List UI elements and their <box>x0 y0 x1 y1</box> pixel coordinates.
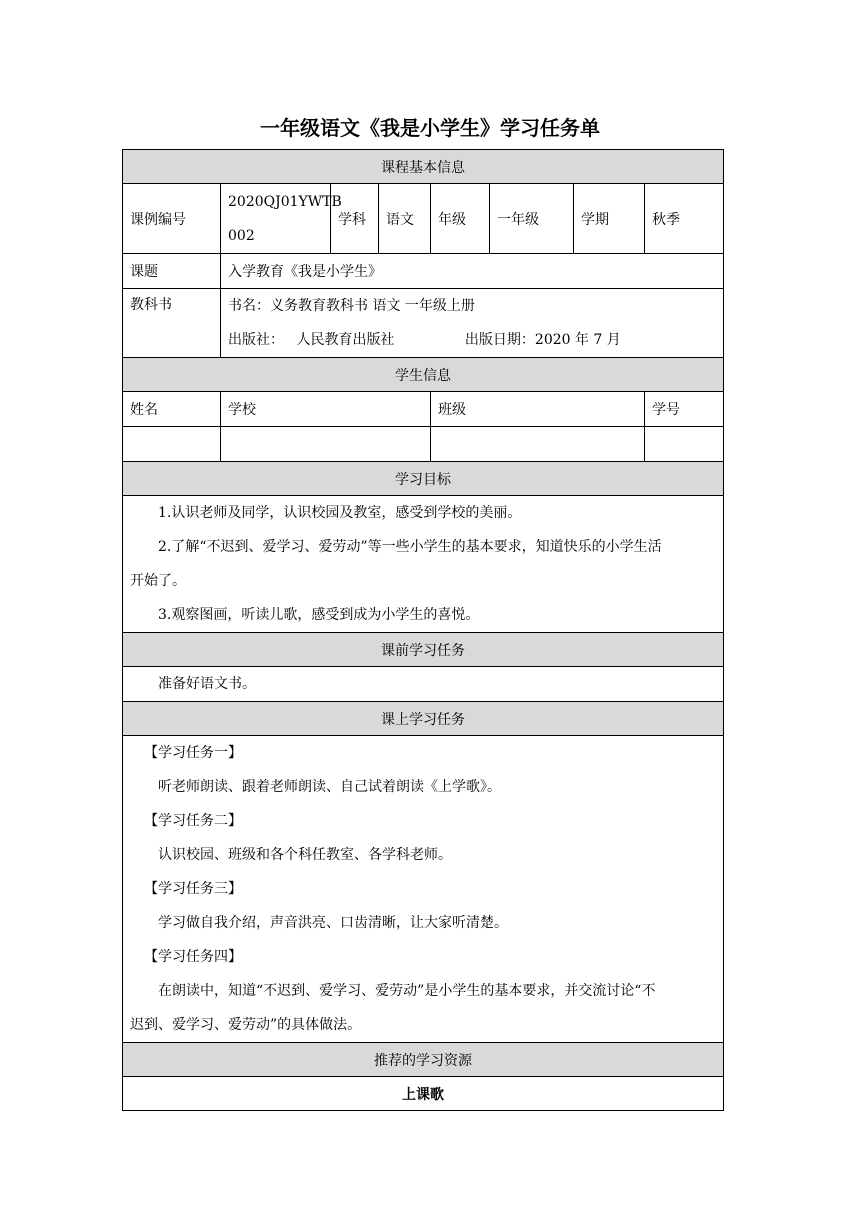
in-class-header: 课上学习任务 <box>123 702 724 736</box>
student-class-field[interactable] <box>431 427 645 462</box>
student-id-label: 学号 <box>645 392 724 427</box>
course-info-header: 课程基本信息 <box>123 150 724 184</box>
student-info-header: 学生信息 <box>123 358 724 392</box>
publish-date: 出版日期：2020 年 7 月 <box>464 332 621 348</box>
resource-item: 上课歌 <box>123 1077 724 1111</box>
textbook-publisher-line <box>228 323 716 357</box>
resources-header: 推荐的学习资源 <box>123 1043 724 1077</box>
student-school-field[interactable] <box>221 427 431 462</box>
goal-item-3: 3.观察图画，听读儿歌，感受到成为小学生的喜悦。 <box>158 607 480 623</box>
pre-class-body-row <box>123 667 724 702</box>
textbook-label: 教科书 <box>123 289 221 358</box>
task-sheet-table <box>122 149 724 1111</box>
subject-label: 学科 <box>331 184 379 254</box>
publisher-label: 出版社： <box>228 332 284 348</box>
pre-class-body <box>123 667 724 702</box>
term-value: 秋季 <box>645 184 724 254</box>
topic-label: 课题 <box>123 254 221 289</box>
student-values-row <box>123 427 724 462</box>
task-3-text: 学习做自我介绍，声音洪亮、口齿清晰，让大家听清楚。 <box>158 915 508 931</box>
case-no-value <box>221 184 342 254</box>
pre-class-header: 课前学习任务 <box>123 633 724 667</box>
goals-header-row <box>123 462 724 496</box>
grade-value: 一年级 <box>490 184 574 254</box>
task-4-title: 【学习任务四】 <box>144 949 242 965</box>
task-1-title: 【学习任务一】 <box>144 745 242 761</box>
student-name-label: 姓名 <box>123 392 221 427</box>
in-class-header-row <box>123 702 724 736</box>
goal-item-2-line-2: 开始了。 <box>130 573 186 589</box>
student-info-header-row <box>123 358 724 392</box>
publisher-value: 人民教育出版社 <box>296 332 395 348</box>
student-id-field[interactable] <box>645 427 724 462</box>
student-school-label: 学校 <box>221 392 431 427</box>
resources-header-row <box>123 1043 724 1077</box>
grade-label: 年级 <box>431 184 490 254</box>
course-info-header-row <box>123 150 724 184</box>
textbook-value <box>221 289 724 358</box>
goals-body <box>123 496 724 633</box>
in-class-body <box>123 736 724 1043</box>
student-class-label: 班级 <box>431 392 645 427</box>
case-no-line2: 002 <box>228 228 255 244</box>
term-label: 学期 <box>574 184 645 254</box>
case-no-label: 课例编号 <box>123 184 221 254</box>
task-4-text-line-2: 迟到、爱学习、爱劳动”的具体做法。 <box>130 1017 362 1033</box>
task-2-title: 【学习任务二】 <box>144 813 242 829</box>
task-4-text-line-1: 在朗读中，知道“不迟到、爱学习、爱劳动”是小学生的基本要求，并交流讨论“不 <box>158 983 656 999</box>
goals-header: 学习目标 <box>123 462 724 496</box>
student-labels-row <box>123 392 724 427</box>
task-3-title: 【学习任务三】 <box>144 881 242 897</box>
pre-class-text: 准备好语文书。 <box>158 676 256 692</box>
student-name-field[interactable] <box>123 427 221 462</box>
goal-item-1: 1.认识老师及同学，认识校园及教室，感受到学校的美丽。 <box>158 505 522 521</box>
subject-value: 语文 <box>379 184 431 254</box>
textbook-row <box>123 289 724 358</box>
resources-row <box>123 1077 724 1111</box>
document-title: 一年级语文《我是小学生》学习任务单 <box>260 116 600 140</box>
task-2-text: 认识校园、班级和各个科任教室、各学科老师。 <box>158 847 452 863</box>
case-no-line1: 2020QJ01YWTB <box>228 194 342 210</box>
textbook-title: 书名：义务教育教科书 语文 一年级上册 <box>228 298 475 314</box>
goals-body-row <box>123 496 724 633</box>
task-1-text: 听老师朗读、跟着老师朗读、自己试着朗读《上学歌》。 <box>158 779 501 795</box>
topic-row <box>123 254 724 289</box>
goal-item-2-line-1: 2.了解“不迟到、爱学习、爱劳动”等一些小学生的基本要求，知道快乐的小学生活 <box>158 539 662 555</box>
course-meta-row <box>123 184 724 254</box>
pre-class-header-row <box>123 633 724 667</box>
in-class-body-row <box>123 736 724 1043</box>
topic-value: 入学教育《我是小学生》 <box>221 254 724 289</box>
